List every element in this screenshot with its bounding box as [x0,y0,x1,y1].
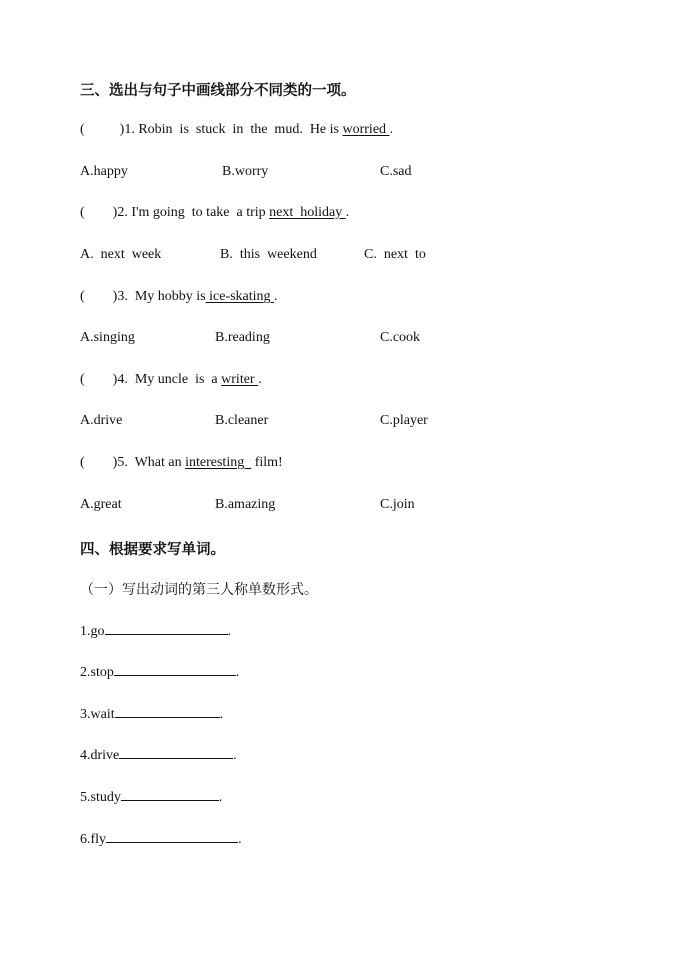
fill-item-6-label: 6.fly [80,832,107,847]
q4-option-c[interactable]: C.player [380,413,428,428]
q3-option-b[interactable]: B.reading [215,330,270,345]
q5-option-a[interactable]: A.great [80,497,122,512]
fill-item-2-end: . [235,665,240,680]
section-3-title: 三、选出与句子中画线部分不同类的一项。 [80,83,356,99]
fill-item-5-label: 5.study [80,790,121,805]
question-2 [80,205,349,221]
question-4-text: ( )4. My uncle is a [80,372,222,387]
question-3 [80,289,278,305]
question-5-underlined: interesting [185,455,252,470]
fill-blank-1[interactable] [105,622,228,635]
question-1-text: ( )1. Robin is stuck in the mud. He is [80,122,343,137]
question-3-end: . [274,289,278,304]
q2-option-a[interactable]: A. next week [80,247,162,262]
q2-option-b[interactable]: B. this weekend [220,247,317,262]
fill-item-3 [80,705,223,723]
q2-option-c[interactable]: C. next to [364,247,426,262]
q4-option-b[interactable]: B.cleaner [215,413,269,428]
fill-item-6-end: . [238,832,242,847]
fill-item-4-label: 4.drive [80,748,120,763]
fill-item-1-end: . [227,624,231,639]
section-4-subtitle: （一）写出动词的第三人称单数形式。 [80,582,318,598]
question-2-underlined: next holiday [269,205,346,220]
q1-option-b[interactable]: B.worry [222,164,269,179]
fill-blank-6[interactable] [106,830,238,843]
question-5 [80,455,283,471]
q3-option-a[interactable]: A.singing [80,330,135,345]
question-4-underlined: writer [221,372,259,387]
fill-item-6 [80,830,242,848]
question-1-underlined: worried [342,122,390,137]
fill-item-1-label: 1.go [80,624,105,639]
fill-blank-5[interactable] [121,788,219,801]
fill-item-4-end: . [233,748,237,763]
q5-option-c[interactable]: C.join [380,497,415,512]
question-3-text: ( )3. My hobby is [80,289,206,304]
fill-item-3-end: . [219,707,224,722]
question-4 [80,372,262,388]
question-5-text: ( )5. What an [80,455,186,470]
q1-option-c[interactable]: C.sad [380,164,412,179]
q3-option-c[interactable]: C.cook [380,330,421,345]
fill-blank-3[interactable] [115,705,220,718]
question-5-end: film! [251,455,283,470]
fill-blank-2[interactable] [114,663,236,676]
question-3-underlined: ice-skating [205,289,275,304]
section-4-title: 四、根据要求写单词。 [80,542,225,558]
fill-blank-4[interactable] [119,746,233,759]
q1-option-a[interactable]: A.happy [80,164,128,179]
fill-item-5 [80,788,222,806]
q4-option-a[interactable]: A.drive [80,413,123,428]
question-4-end: . [258,372,262,387]
question-1 [80,122,393,138]
question-2-end: . [345,205,350,220]
fill-item-5-end: . [218,790,223,805]
fill-item-2 [80,663,239,681]
fill-item-4 [80,746,237,764]
question-2-text: ( )2. I'm going to take a trip [80,205,270,220]
fill-item-2-label: 2.stop [80,665,114,680]
question-1-end: . [389,122,394,137]
fill-item-3-label: 3.wait [80,707,115,722]
q5-option-b[interactable]: B.amazing [215,497,276,512]
fill-item-1 [80,622,231,640]
